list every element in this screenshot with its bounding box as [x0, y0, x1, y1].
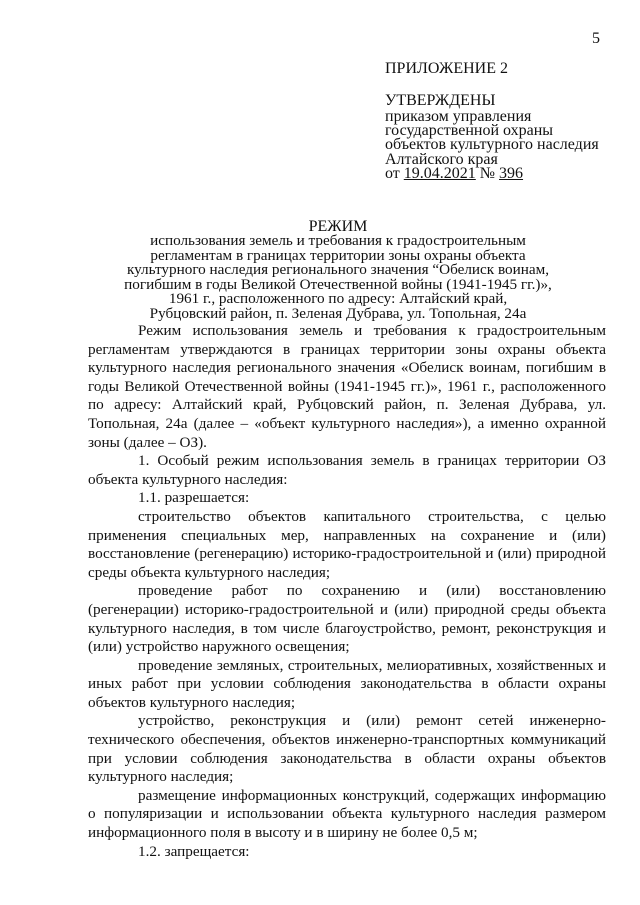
document-title: [118, 219, 558, 322]
title-line: культурного наследия регионального значения “Обелиск воинам,: [126, 261, 550, 279]
title-line: Рубцовский район, п. Зеленая Дубрава, ул. Топольная, 24а: [149, 304, 527, 322]
body-paragraph: 1. Особый режим использования земель в границах территории ОЗ объекта культурного наследия:: [88, 452, 606, 488]
body-paragraph: строительство объектов капитального строительства, с целью применения специальных мер, направленных на сохранение и (или) восстановление (регенерацию) историко-градостроительной и (или) природной среды объекта культурного наследия;: [88, 507, 606, 581]
approval-block: [385, 92, 599, 181]
page-number: 5: [592, 30, 600, 47]
approval-line: приказом управления: [385, 108, 532, 125]
title-heading: РЕЖИМ: [308, 218, 368, 235]
body-paragraph: размещение информационных конструкций, содержащих информацию о популяризации и использовании объекта культурного наследия размером информационного поля в высоту и в ширину не более 0,5 м;: [88, 786, 606, 842]
document-body: [88, 322, 606, 861]
approval-title: УТВЕРЖДЕНЫ: [385, 92, 496, 109]
body-paragraph: 1.2. запрещается:: [138, 842, 250, 860]
body-paragraph: проведение земляных, строительных, мелиоративных, хозяйственных и иных работ при условии соблюдения законодательства в области охраны объектов культурного наследия;: [88, 656, 606, 711]
approval-number-sign: №: [475, 164, 500, 182]
approval-date-prefix: от: [385, 164, 404, 182]
approval-number: 396: [499, 164, 524, 182]
approval-line: объектов культурного наследия: [385, 136, 599, 154]
approval-date-line: [385, 164, 599, 182]
body-paragraph: 1.1. разрешается:: [138, 489, 250, 507]
body-paragraph: Режим использования земель и требования к градостроительным регламентам утверждаются в границах территории зоны охраны объекта культурного наследия регионального значения «Обелиск воинам, погибшим в годы Великой Отечественной войны (1941-1945 гг.)», 1961 г., расположенного по адресу: Алтайский край, Рубцовский район, п. Зеленая Дубрава, ул. Топольная, 24а (далее – «объект культурного наследия»), а именно охранной зоны (далее – ОЗ).: [88, 322, 606, 451]
approval-line: государственной охраны: [385, 122, 554, 140]
approval-line: Алтайского края: [385, 150, 498, 168]
body-paragraph: устройство, реконструкция и (или) ремонт сетей инженерно-технического обеспечения, объектов инженерно-транспортных коммуникаций при условии соблюдения законодательства в области охраны объектов культурного наследия;: [88, 712, 606, 786]
title-line: погибшим в годы Великой Отечественной войны (1941-1945 гг.)»,: [124, 275, 552, 293]
title-line: 1961 г., расположенного по адресу: Алтайский край,: [168, 290, 508, 308]
body-paragraph: проведение работ по сохранению и (или) восстановлению (регенерации) историко-градостроительной и (или) природной среды объекта культурного наследия, в том числе благоустройство, ремонт, реконструкция и (или) устройство наружного освещения;: [88, 582, 606, 656]
title-line: использования земель и требования к градостроительным: [150, 232, 526, 249]
approval-date: 19.04.2021: [403, 164, 476, 182]
title-line: регламентам в границах территории зоны охраны объекта: [150, 246, 526, 264]
appendix-label: ПРИЛОЖЕНИЕ 2: [385, 60, 509, 77]
